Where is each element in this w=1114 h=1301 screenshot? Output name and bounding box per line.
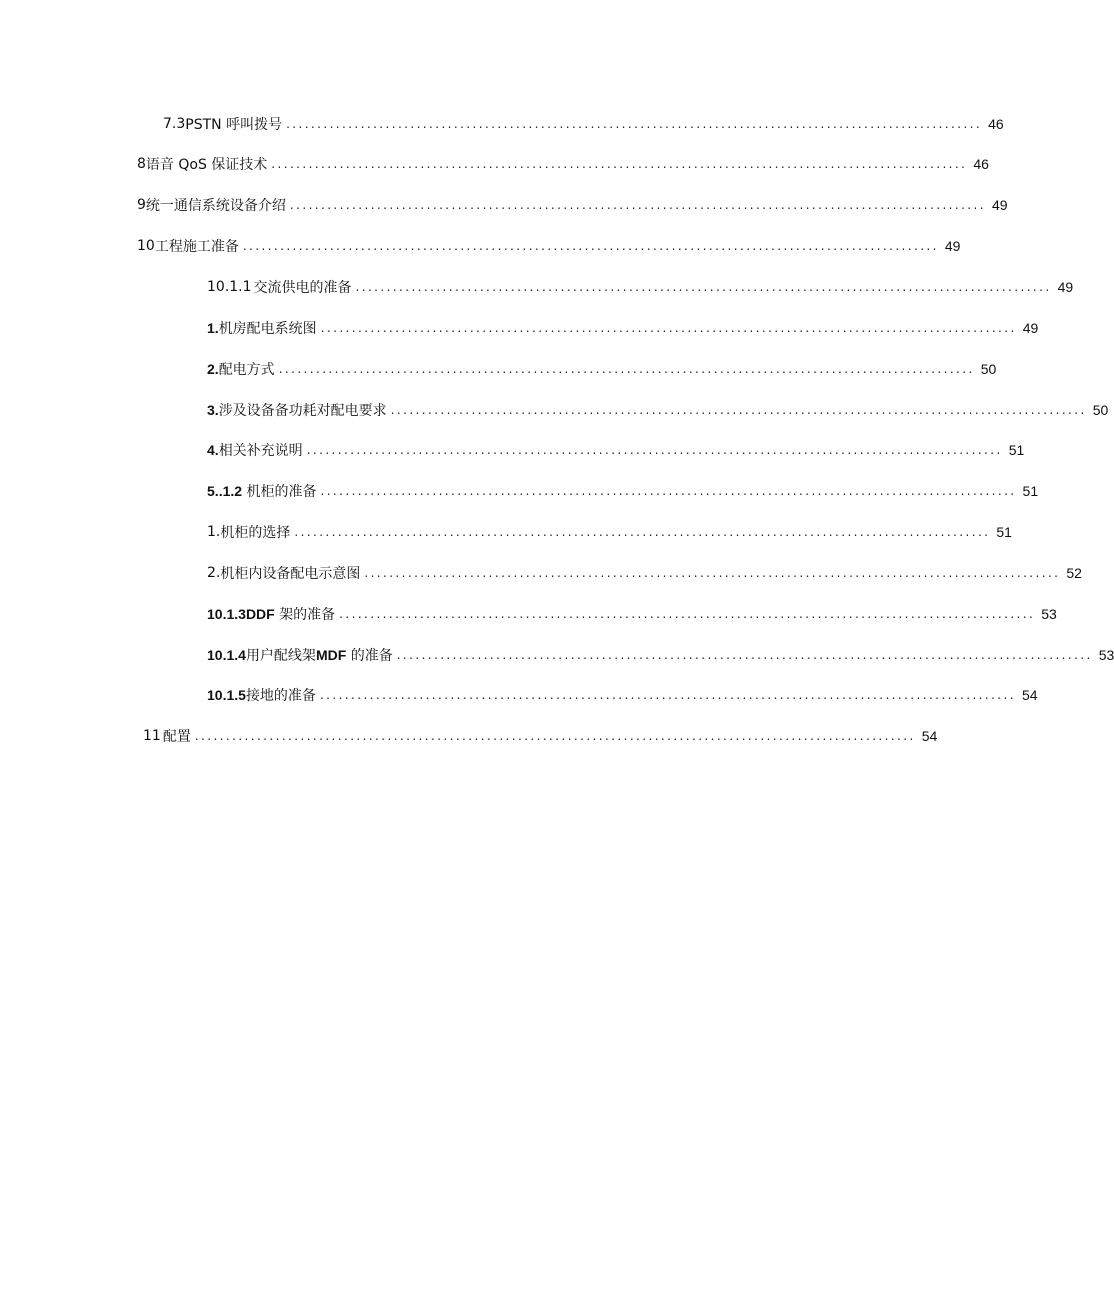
toc-entry[interactable] bbox=[137, 153, 989, 175]
toc-number: 10 bbox=[137, 238, 155, 254]
toc-entry[interactable] bbox=[207, 562, 1082, 584]
toc-number: 10.1.3 bbox=[207, 606, 246, 622]
toc-entry[interactable] bbox=[207, 603, 1057, 625]
toc-page: 49 bbox=[1057, 279, 1074, 295]
toc-number: 8 bbox=[137, 156, 146, 172]
toc-leader: ................................................................................................................ bbox=[242, 239, 939, 253]
toc-title: 语音 QoS 保证技术 bbox=[145, 157, 268, 173]
toc-number: 10.1.5 bbox=[207, 687, 246, 703]
toc-number: 1. bbox=[207, 320, 219, 336]
toc-leader: ................................................................................................................ bbox=[390, 403, 1087, 417]
toc-page: 54 bbox=[921, 728, 938, 744]
toc-title: 配电方式 bbox=[218, 362, 275, 378]
toc-page: 52 bbox=[1066, 565, 1082, 581]
toc-title-bold: .1.2 bbox=[218, 483, 243, 499]
toc-page: 49 bbox=[944, 238, 961, 254]
toc-leader: ................................................................................................................ bbox=[289, 198, 986, 212]
toc-leader: ................................................................................................................ bbox=[320, 484, 1017, 498]
toc-entry[interactable] bbox=[163, 113, 1004, 135]
toc-entry[interactable] bbox=[207, 480, 1039, 502]
toc-leader: ................................................................................................................ bbox=[396, 648, 1093, 662]
toc-entry[interactable] bbox=[207, 684, 1038, 706]
toc-leader: ................................................................................................................ bbox=[320, 321, 1017, 335]
toc-leader: ................................................................................................................ bbox=[271, 157, 968, 171]
toc-leader: ................................................................................................................ bbox=[278, 362, 975, 376]
toc-number: 1. bbox=[207, 524, 221, 540]
toc-title-text: 机柜的准备 bbox=[246, 484, 317, 500]
toc-title-prefix: 用户配线架 bbox=[245, 648, 316, 664]
toc-page: 51 bbox=[1008, 442, 1025, 458]
toc-page: 46 bbox=[973, 156, 989, 172]
toc-title: 机柜的选择 bbox=[220, 525, 291, 541]
toc-page: 51 bbox=[1022, 483, 1039, 499]
toc-title bbox=[246, 645, 393, 665]
toc-leader: ................................................................................................................ bbox=[319, 688, 1016, 702]
toc-entry[interactable] bbox=[207, 644, 1114, 666]
toc-number: 10.1.4 bbox=[207, 647, 246, 663]
toc-title-bold: MDF bbox=[315, 647, 347, 663]
toc-leader: ................................................................................................................ bbox=[286, 117, 983, 131]
toc-title: 机柜内设备配电示意图 bbox=[220, 566, 361, 582]
toc-number: 2. bbox=[207, 361, 219, 377]
toc-entry[interactable] bbox=[137, 235, 961, 257]
toc-title bbox=[246, 604, 335, 624]
toc-leader: ................................................................................................................ bbox=[339, 607, 1036, 621]
toc-page: 49 bbox=[1022, 320, 1039, 336]
toc-title: 涉及设备备功耗对配电要求 bbox=[218, 403, 387, 419]
toc-entry[interactable] bbox=[207, 521, 1012, 543]
toc-title-text: 的准备 bbox=[350, 648, 393, 664]
toc-entry[interactable] bbox=[207, 317, 1039, 339]
toc-leader: .................................................................................................................... bbox=[194, 729, 916, 743]
toc-entry[interactable] bbox=[207, 399, 1109, 421]
toc-page: 51 bbox=[996, 524, 1012, 540]
toc-leader: ................................................................................................................ bbox=[306, 443, 1003, 457]
toc-entry[interactable] bbox=[207, 358, 997, 380]
toc-title-text: 架的准备 bbox=[279, 607, 336, 623]
toc-title: 机房配电系统图 bbox=[218, 321, 317, 337]
toc-number: 3. bbox=[207, 402, 219, 418]
toc-number: 2. bbox=[207, 565, 221, 581]
toc-title: 统一通信系统设备介绍 bbox=[145, 198, 286, 214]
toc-entry[interactable] bbox=[143, 725, 938, 747]
toc-title bbox=[219, 481, 317, 501]
toc-number: 5. bbox=[207, 483, 219, 499]
toc-title: 交流供电的准备 bbox=[253, 280, 352, 296]
toc-leader: ................................................................................................................ bbox=[364, 566, 1061, 580]
toc-number: 10.1.1 bbox=[207, 279, 252, 295]
toc-number: 7.3 bbox=[163, 116, 186, 132]
toc-title: PSTN 呼叫拨号 bbox=[185, 117, 283, 133]
toc-leader: ................................................................................................................ bbox=[355, 280, 1052, 294]
toc-title: 接地的准备 bbox=[245, 688, 316, 704]
toc-leader: ................................................................................................................ bbox=[294, 525, 991, 539]
toc-title-bold: DDF bbox=[245, 606, 275, 622]
toc-title: 相关补充说明 bbox=[218, 443, 303, 459]
toc-page: 50 bbox=[980, 361, 997, 377]
toc-page: 49 bbox=[991, 197, 1008, 213]
toc-entry[interactable] bbox=[207, 276, 1074, 298]
toc-number: 11 bbox=[143, 728, 161, 744]
toc-page: 50 bbox=[1092, 402, 1109, 418]
toc-number: 4. bbox=[207, 442, 219, 458]
toc-entry[interactable] bbox=[137, 194, 1008, 216]
toc-page: 54 bbox=[1021, 687, 1038, 703]
toc-page: 53 bbox=[1041, 606, 1057, 622]
toc-page: 46 bbox=[988, 116, 1004, 132]
toc-title: 工程施工准备 bbox=[154, 239, 239, 255]
toc-page: 53 bbox=[1098, 647, 1114, 663]
toc-number: 9 bbox=[137, 197, 146, 213]
toc-entry[interactable] bbox=[207, 439, 1025, 461]
toc-title: 配置 bbox=[162, 729, 191, 745]
